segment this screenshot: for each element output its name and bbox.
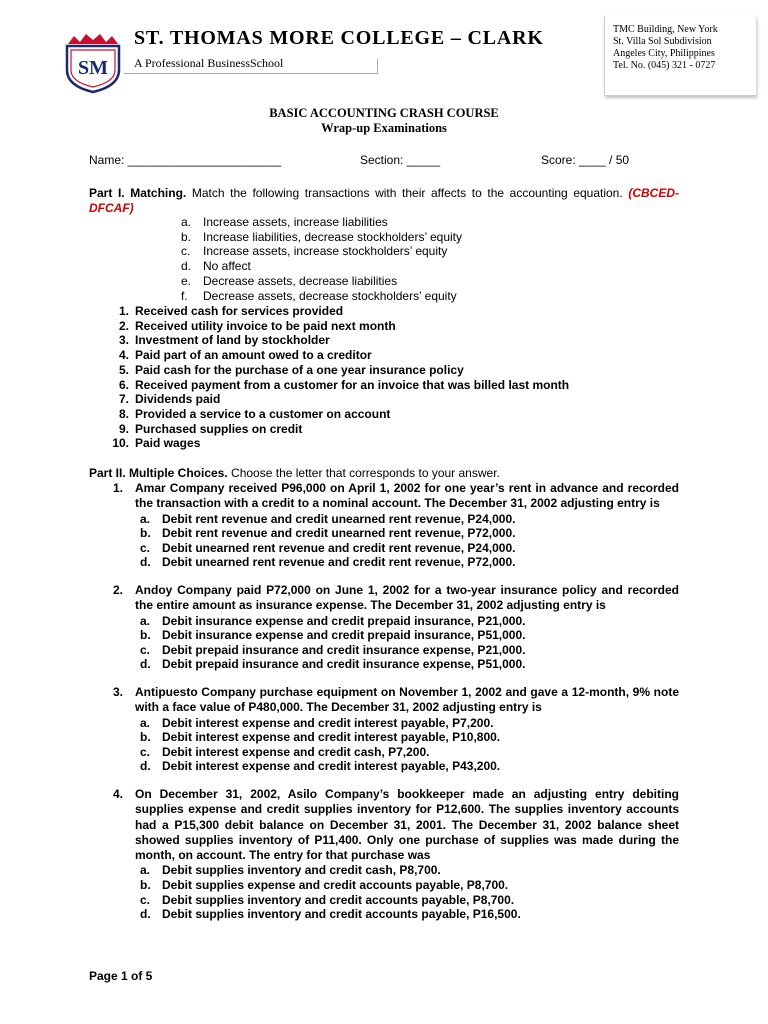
transaction-item: [118, 406, 569, 422]
choice-item: [135, 555, 679, 570]
part1-heading: Part I. Matching.: [89, 186, 187, 200]
choice-text: Debit insurance expense and credit prepaid insurance, P51,000.: [162, 628, 526, 643]
college-logo-shield: [64, 30, 122, 94]
choice-letter: d.: [140, 907, 151, 922]
choice-list: [135, 716, 679, 774]
transaction-number: 7.: [118, 392, 129, 407]
choice-text: Debit unearned rent revenue and credit rent revenue, P72,000.: [162, 555, 516, 570]
choice-item: [135, 643, 679, 658]
question-2: [113, 583, 679, 672]
choice-item: [135, 907, 679, 922]
question-text: On December 31, 2002, Asilo Company’s bookkeeper made an adjusting entry debiting supplies expense and credit supplies inventory for P12,600. The supplies inventory accounts had a P15,300 debit balance on December 31, 2001. The December 31, 2002 balance sheet showed supplies inventory of P11,400. Only one purchase of supplies was made during the month, on account. The entry for that purchase was: [135, 787, 679, 863]
option-text: Decrease assets, decrease stockholders’ equity: [203, 288, 457, 303]
part1-instruction: Match the following transactions with their affects to the accounting equation.: [191, 186, 623, 200]
option-item: [181, 273, 462, 289]
transaction-text: Paid part of an amount owed to a creditor: [135, 348, 372, 363]
choice-text: Debit prepaid insurance and credit insurance expense, P51,000.: [162, 657, 526, 672]
question-text: Andoy Company paid P72,000 on June 1, 2002 for a two-year insurance policy and recorded the entire amount as insurance expense. The December 31, 2002 adjusting entry is: [135, 583, 679, 613]
option-item: [181, 288, 462, 304]
matching-options: [181, 215, 463, 303]
choice-letter: b.: [140, 628, 151, 643]
choice-item: [135, 759, 679, 774]
question-number: 3.: [113, 685, 124, 699]
choice-text: Debit interest expense and credit cash, P7,200.: [162, 744, 430, 759]
choice-item: [135, 863, 679, 878]
header-underline: [124, 73, 378, 74]
question-number: 4.: [113, 787, 124, 801]
option-letter: b.: [181, 229, 192, 244]
choice-letter: d.: [140, 759, 151, 774]
question-3: [113, 685, 679, 774]
choice-letter: c.: [140, 744, 151, 759]
transaction-number: 9.: [118, 421, 129, 436]
choice-letter: a.: [140, 613, 151, 628]
transaction-item: [118, 362, 569, 378]
transaction-text: Paid wages: [135, 436, 201, 451]
transaction-item: [118, 318, 569, 334]
transaction-item: [118, 421, 569, 437]
transaction-item: [118, 377, 570, 393]
name-field[interactable]: Name: _______________________: [89, 153, 282, 167]
choice-item: [135, 512, 679, 527]
transaction-number: 1.: [118, 304, 129, 318]
option-letter: c.: [181, 244, 191, 259]
address-line: Tel. No. (045) 321 - 0727: [613, 60, 716, 71]
choice-text: Debit supplies expense and credit accounts payable, P8,700.: [162, 878, 509, 893]
choice-text: Debit interest expense and credit interest payable, P7,200.: [162, 715, 494, 730]
transaction-text: Dividends paid: [135, 392, 221, 407]
option-letter: a.: [181, 215, 192, 229]
logo-letters: SM: [78, 57, 108, 79]
address-line: TMC Building, New York: [613, 24, 718, 35]
transaction-item: [118, 348, 569, 363]
choice-letter: b.: [140, 730, 151, 745]
choice-letter: c.: [140, 642, 151, 657]
option-letter: f.: [181, 288, 188, 303]
option-text: No affect: [203, 259, 251, 274]
choice-item: [135, 614, 679, 629]
question-text: Amar Company received P96,000 on April 1, 2002 for one year’s rent in advance and recorded the transaction with a credit to a nominal account. The December 31, 2002 adjusting entry is: [135, 481, 679, 511]
option-item: [181, 259, 462, 274]
score-field[interactable]: Score: ____ / 50: [541, 153, 630, 167]
choice-text: Debit interest expense and credit interest payable, P43,200.: [162, 759, 501, 774]
part2-instructions: [89, 466, 500, 480]
choice-item: [135, 526, 679, 541]
question-4: [113, 787, 679, 922]
choice-list: [135, 863, 679, 921]
choice-text: Debit rent revenue and credit unearned rent revenue, P72,000.: [162, 526, 516, 541]
option-item: [181, 244, 462, 259]
part1-answer-hint: (CBCED-DFCAF): [89, 186, 679, 215]
transaction-number: 6.: [118, 377, 129, 392]
choice-list: [135, 614, 679, 672]
choice-letter: a.: [140, 511, 151, 526]
exam-subtitle: Wrap-up Examinations: [321, 121, 447, 135]
question-1: [113, 481, 679, 570]
choice-letter: d.: [140, 657, 151, 672]
transaction-text: Paid cash for the purchase of a one year insurance policy: [135, 362, 464, 377]
choice-letter: b.: [140, 526, 151, 541]
transaction-text: Purchased supplies on credit: [135, 421, 303, 436]
transaction-item: [118, 333, 569, 348]
choice-list: [135, 512, 679, 570]
part2-instruction: Choose the letter that corresponds to your answer.: [231, 466, 500, 480]
option-text: Decrease assets, decrease liabilities: [203, 273, 398, 288]
address-line: St. Villa Sol Subdivision: [613, 36, 712, 47]
question-text: Antipuesto Company purchase equipment on November 1, 2002 and gave a 12-month, 9% note with a face value of P480,000. The December 31, 2002 adjusting entry is: [135, 685, 679, 715]
transaction-text: Received utility invoice to be paid next month: [135, 318, 396, 333]
choice-item: [135, 878, 679, 893]
transaction-number: 8.: [118, 406, 129, 421]
part1-instructions: [89, 186, 679, 216]
choice-text: Debit prepaid insurance and credit insurance expense, P21,000.: [162, 642, 526, 657]
transaction-number: 2.: [118, 318, 129, 333]
choice-text: Debit unearned rent revenue and credit rent revenue, P24,000.: [162, 540, 516, 555]
page-number: Page 1 of 5: [89, 969, 153, 983]
choice-item: [135, 730, 679, 745]
choice-text: Debit supplies inventory and credit accounts payable, P16,500.: [162, 907, 521, 922]
choice-text: Debit insurance expense and credit prepaid insurance, P21,000.: [162, 613, 526, 628]
question-number: 2.: [113, 583, 124, 597]
option-text: Increase assets, increase liabilities: [203, 215, 388, 229]
choice-text: Debit interest expense and credit interest payable, P10,800.: [162, 730, 501, 745]
option-text: Increase liabilities, decrease stockholders’ equity: [203, 229, 463, 244]
transaction-number: 10.: [112, 436, 129, 451]
transaction-item: [112, 436, 569, 451]
choice-text: Debit supplies inventory and credit cash, P8,700.: [162, 863, 441, 878]
option-item: [181, 229, 463, 245]
question-number: 1.: [113, 481, 124, 495]
choice-item: [135, 745, 679, 760]
transaction-text: Received payment from a customer for an invoice that was billed last month: [135, 377, 570, 392]
option-letter: d.: [181, 259, 192, 274]
choice-item: [135, 657, 679, 672]
part2-heading: Part II. Multiple Choices.: [89, 466, 228, 480]
college-name: ST. THOMAS MORE COLLEGE – CLARK: [134, 27, 544, 49]
choice-item: [135, 628, 679, 643]
choice-letter: d.: [140, 555, 151, 570]
choice-item: [135, 541, 679, 556]
transaction-number: 5.: [118, 362, 129, 377]
college-tagline: A Professional BusinessSchool: [134, 56, 284, 70]
transaction-number: 3.: [118, 333, 129, 348]
choice-letter: a.: [140, 863, 151, 878]
option-text: Increase assets, increase stockholders’ equity: [203, 244, 448, 259]
choice-text: Debit rent revenue and credit unearned rent revenue, P24,000.: [162, 511, 516, 526]
choice-letter: c.: [140, 540, 151, 555]
transaction-text: Provided a service to a customer on account: [135, 406, 391, 421]
transaction-item: [118, 304, 569, 319]
transaction-list: [112, 304, 570, 451]
choice-letter: b.: [140, 878, 151, 893]
transaction-number: 4.: [118, 348, 129, 363]
option-letter: e.: [181, 273, 192, 288]
section-field[interactable]: Section: _____: [360, 153, 441, 167]
transaction-text: Received cash for services provided: [135, 304, 344, 318]
option-item: [181, 215, 462, 230]
exam-title: BASIC ACCOUNTING CRASH COURSE: [269, 106, 499, 120]
choice-letter: a.: [140, 715, 151, 730]
choice-letter: c.: [140, 892, 151, 907]
choice-text: Debit supplies inventory and credit accounts payable, P8,700.: [162, 892, 515, 907]
transaction-text: Investment of land by stockholder: [135, 333, 330, 348]
header-divider: [377, 59, 378, 73]
address-box: [604, 16, 756, 96]
choice-item: [135, 893, 679, 908]
address-line: Angeles City, Philippines: [613, 48, 715, 59]
choice-item: [135, 716, 679, 731]
transaction-item: [118, 392, 569, 407]
